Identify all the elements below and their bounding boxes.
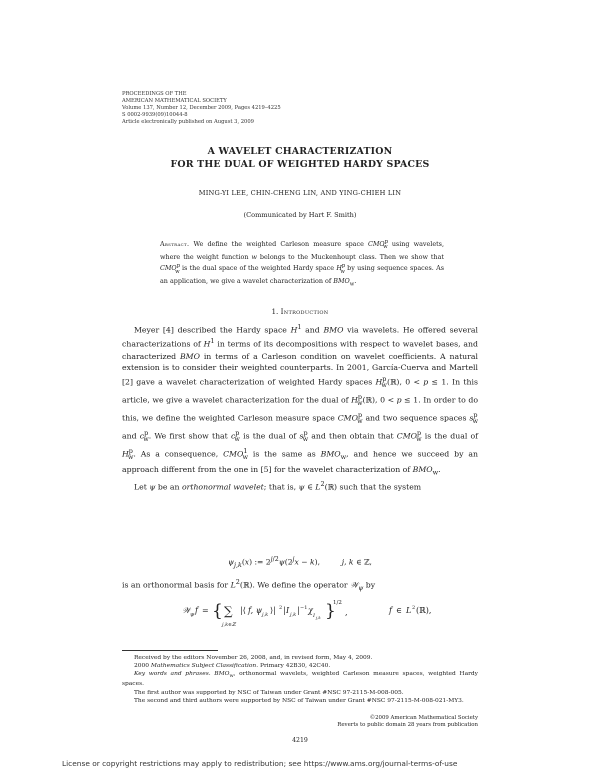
svg-text:|⟨: |⟨ — [240, 606, 246, 615]
journal-header — [122, 91, 281, 126]
svg-text:f, ψ: f, ψ — [248, 606, 263, 615]
svg-text:}: } — [325, 601, 336, 621]
footnote-first-author: The first author was supported by NSC of Taiwan under Grant #NSC 97-2115-M-008-005. — [134, 689, 404, 696]
svg-text:L: L — [406, 606, 412, 615]
journal-published: Article electronically published on August 3, 2009 — [122, 119, 254, 125]
svg-text:|: | — [297, 606, 300, 615]
svg-text:χ: χ — [308, 606, 313, 615]
journal-name-line1: PROCEEDINGS OF THE — [122, 91, 187, 97]
svg-text:j,k: j,k — [290, 612, 297, 618]
svg-text:=: = — [202, 606, 209, 615]
svg-text:f: f — [389, 606, 392, 615]
svg-text:(ℝ),: (ℝ), — [416, 606, 432, 615]
license-notice: License or copyright restrictions may apply to redistribution; see https://www.ams.org/journal-terms-of-use — [62, 759, 458, 768]
footnote-received: Received by the editors November 26, 2008, and, in revised form, May 4, 2009. — [134, 655, 373, 661]
footnote-other-authors: The second and third authors were supported by NSC of Taiwan under Grant #NSC 97-2115-M-008-021-MY3. — [134, 697, 464, 704]
journal-volume: Volume 137, Number 12, December 2009, Pages 4219–4225 — [122, 105, 281, 111]
page-number: 4219 — [292, 737, 308, 744]
svg-text:ψ: ψ — [190, 612, 195, 618]
equation-operator — [182, 597, 482, 631]
authors: MING-YI LEE, CHIN-CHENG LIN, AND YING-CHIEH LIN — [198, 189, 402, 197]
intro-paragraph-2: is an orthonormal basis for $L^2(ℝ)$. We define the operator 𝒲$_\psi$ by — [122, 578, 376, 593]
svg-text:∈: ∈ — [396, 606, 402, 615]
copyright-notice — [278, 715, 478, 728]
svg-text:𝒲: 𝒲 — [182, 606, 191, 615]
svg-text:|: | — [283, 606, 286, 615]
svg-text:∑: ∑ — [224, 604, 233, 618]
paper-title-line1: A WAVELET CHARACTERIZATION — [207, 146, 393, 157]
footnote-rule — [122, 650, 218, 651]
abstract-label: Abstract. — [160, 240, 190, 249]
svg-text:1/2: 1/2 — [333, 600, 342, 606]
svg-text:−1: −1 — [300, 605, 308, 611]
svg-text:j,k: j,k — [316, 615, 321, 620]
paper-title-line2: FOR THE DUAL OF WEIGHTED HARDY SPACES — [170, 159, 430, 170]
footnotes — [122, 654, 478, 705]
svg-text:I: I — [286, 606, 290, 615]
copyright-line1: ©2009 American Mathematical Society — [369, 715, 478, 721]
svg-text:,: , — [345, 608, 348, 617]
section-number: 1. — [271, 307, 281, 316]
footnote-msc: 2000 Mathematics Subject Classification. Primary 42B30, 42C40. — [134, 663, 331, 670]
journal-issn: S 0002-9939(09)10044-8 — [122, 112, 188, 118]
journal-name-line2: AMERICAN MATHEMATICAL SOCIETY — [122, 98, 227, 104]
svg-text:j,k: j,k — [262, 612, 269, 618]
svg-text:{: { — [212, 601, 223, 621]
svg-text:I: I — [313, 613, 315, 619]
svg-text:2: 2 — [279, 605, 283, 611]
svg-text:⟩|: ⟩| — [270, 606, 276, 615]
section-title: Introduction — [280, 307, 329, 316]
svg-text:f: f — [195, 606, 198, 615]
equation-wavelet-system: $\psi_{j,k}(x)$ := $2^{j/2}\psi(2^jx - k)$, j, k ∈ ℤ, — [228, 556, 372, 570]
abstract: Abstract. We define the weighted Carleson measure space $CMO^p_w$ using wavelets, where the weight function w belongs to the Muckenhoupt class. Then we show that $CMO^p_w$ is the dual space of the weighted Hardy space $H^p_w$ by using sequence spaces. As an application, we give a wavelet characterization of $BMO_w$. — [160, 239, 444, 288]
svg-text:j,k∈ℤ: j,k∈ℤ — [222, 622, 236, 628]
copyright-line2: Reverts to public domain 28 years from publication — [337, 721, 478, 728]
svg-text:2: 2 — [412, 605, 416, 611]
section-heading — [0, 307, 600, 316]
footnote-keywords: Key words and phrases. $BMO_w$, orthonormal wavelets, weighted Carleson measure spaces, weighted Hardy spaces. — [122, 671, 478, 688]
intro-paragraph-1: Meyer [4] described the Hardy space $H^1$ and BMO via wavelets. He offered several characterizations of $H^1$ in terms of its decompositions with respect to wavelet bases, and characterized BMO in terms of a Carleson condition on wavelet coefficients. A natural extension is to consider their weighted counterparts. In 2001, García-Cuerva and Martell [2] gave a wavelet characterization of weighted Hardy spaces $H^p_w(ℝ)$, 0 < p ≤ 1. In this article, we give a wavelet characterization for the dual of $H^p_w(ℝ)$, 0 < p ≤ 1. In order to do this, we define the weighted Carleson measure space $CMO^p_w$ and two sequence spaces $s^p_w$ and $c^p_w$. We first show that $c^p_w$ is the dual of $s^p_w$ and then obtain that $CMO^p_w$ is the dual of $H^p_w$. As a consequence, $CMO^1_w$ is the same as $BMO_w$, and hence we succeed by an approach different from the one in [5] for the wavelet characterization of $BMO_w$. Let ψ be an orthonormal wavelet; that is, ψ ∈ $L^2(ℝ)$ such that the system — [122, 323, 479, 492]
communicated-by: (Communicated by Hart F. Smith) — [243, 211, 357, 219]
